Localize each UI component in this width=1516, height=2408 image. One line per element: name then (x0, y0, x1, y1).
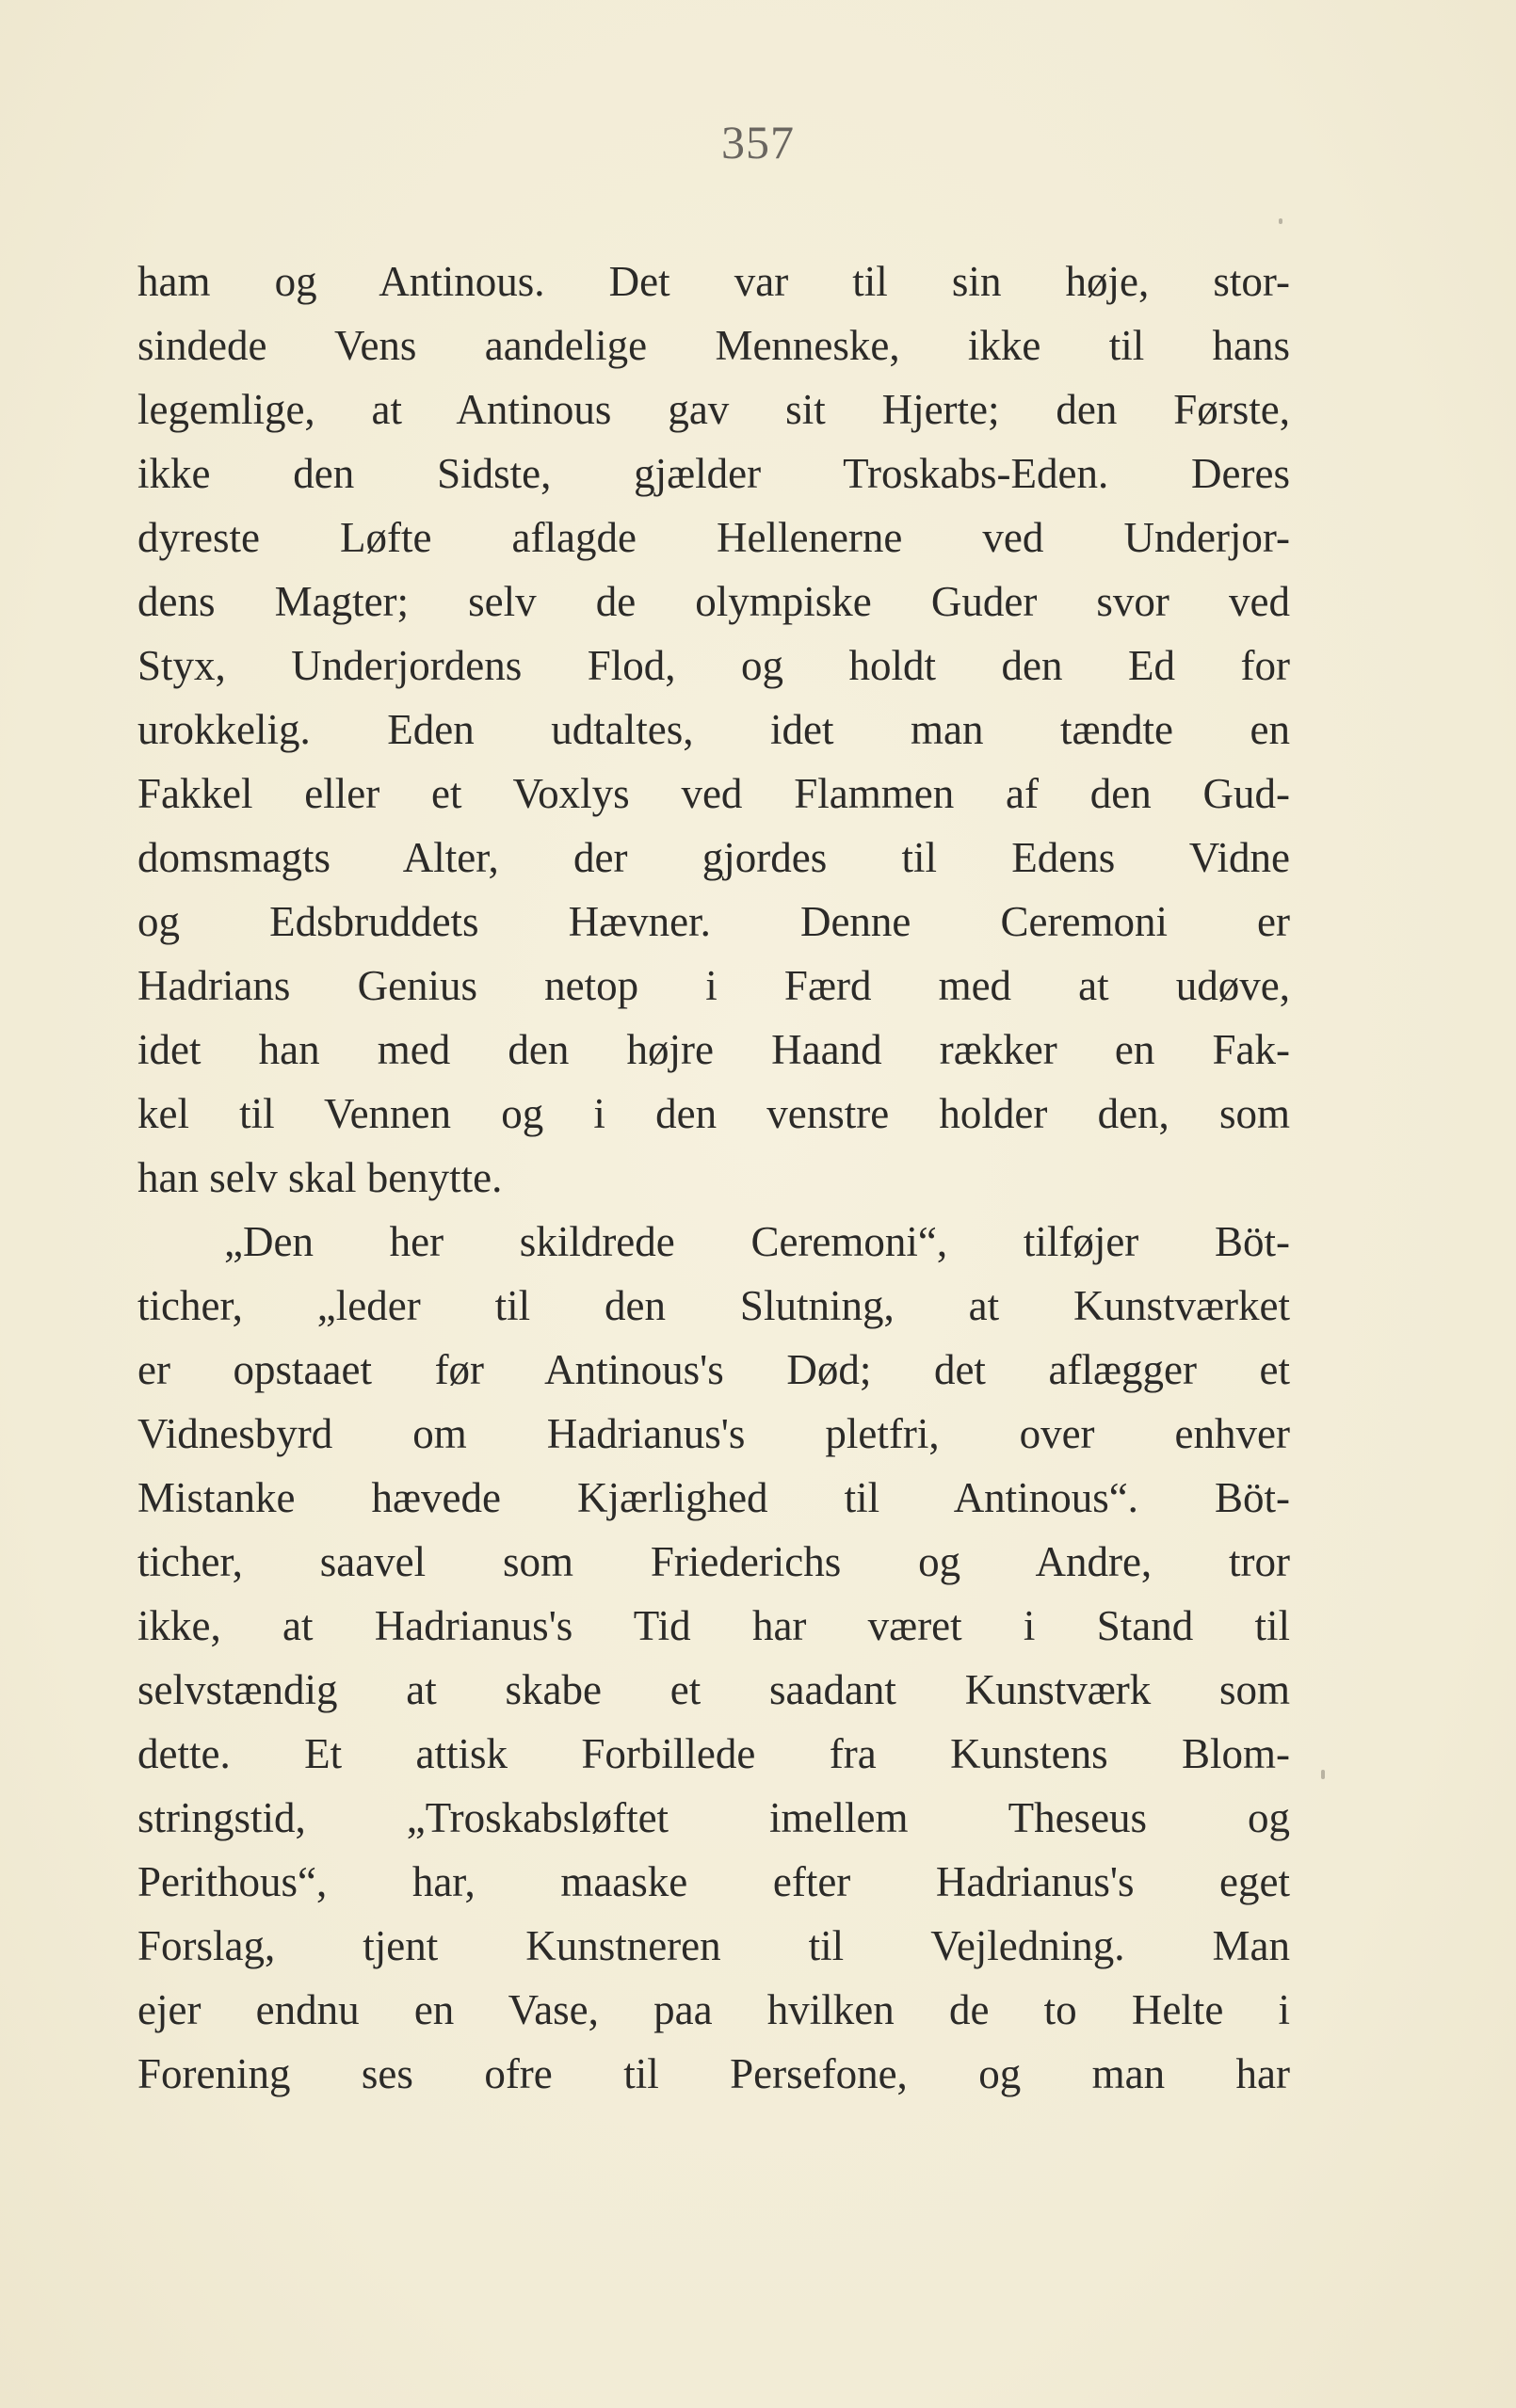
text-line: ticher, saavel som Friederichs og Andre, tror (137, 1538, 1290, 1585)
text-line: selvstændig at skabe et saadant Kunstværk som (137, 1666, 1290, 1713)
text-line: Fakkel eller et Voxlys ved Flammen af den Gud- (137, 770, 1290, 817)
text-line: og Edsbruddets Hævner. Denne Ceremoni er (137, 898, 1290, 945)
paper-speck (1321, 1770, 1325, 1779)
text-line: sindede Vens aandelige Menneske, ikke til hans (137, 322, 1290, 369)
text-line: Perithous“, har, maaske efter Hadrianus's eget (137, 1858, 1290, 1905)
text-line: idet han med den højre Haand rækker en Fak- (137, 1026, 1290, 1073)
text-line: ham og Antinous. Det var til sin høje, stor- (137, 258, 1290, 305)
text-line: Forening ses ofre til Persefone, og man har (137, 2050, 1290, 2097)
paper-speck (1279, 218, 1282, 224)
text-line: ejer endnu en Vase, paa hvilken de to Helte i (137, 1986, 1290, 2033)
text-line: Styx, Underjordens Flod, og holdt den Ed for (137, 642, 1290, 689)
text-line: legemlige, at Antinous gav sit Hjerte; den Første, (137, 386, 1290, 433)
text-line: Mistanke hævede Kjærlighed til Antinous“. Böt- (137, 1474, 1290, 1521)
text-line: stringstid, „Troskabsløftet imellem Theseus og (137, 1794, 1290, 1841)
text-line: domsmagts Alter, der gjordes til Edens Vidne (137, 834, 1290, 881)
body-text (137, 249, 1290, 2106)
text-line: urokkelig. Eden udtaltes, idet man tændte en (137, 706, 1290, 753)
text-line: dyreste Løfte aflagde Hellenerne ved Underjor- (137, 514, 1290, 561)
text-line: er opstaaet før Antinous's Død; det aflægger et (137, 1346, 1290, 1393)
text-line: dens Magter; selv de olympiske Guder svor ved (137, 578, 1290, 625)
text-line: ticher, „leder til den Slutning, at Kunstværket (137, 1282, 1290, 1329)
text-line: ikke, at Hadrianus's Tid har været i Stand til (137, 1602, 1290, 1649)
text-line: ikke den Sidste, gjælder Troskabs-Eden. Deres (137, 450, 1290, 497)
text-line-paragraph-end: han selv skal benytte. (137, 1154, 503, 1201)
text-line: Hadrians Genius netop i Færd med at udøve, (137, 962, 1290, 1009)
text-line: Vidnesbyrd om Hadrianus's pletfri, over enhver (137, 1410, 1290, 1457)
page-number: 357 (721, 116, 795, 169)
text-line-paragraph-start: „Den her skildrede Ceremoni“, tilføjer Böt- (224, 1218, 1290, 1265)
text-line: kel til Vennen og i den venstre holder den, som (137, 1090, 1290, 1137)
text-line: Forslag, tjent Kunstneren til Vejledning. Man (137, 1922, 1290, 1969)
text-line: dette. Et attisk Forbillede fra Kunstens Blom- (137, 1730, 1290, 1777)
